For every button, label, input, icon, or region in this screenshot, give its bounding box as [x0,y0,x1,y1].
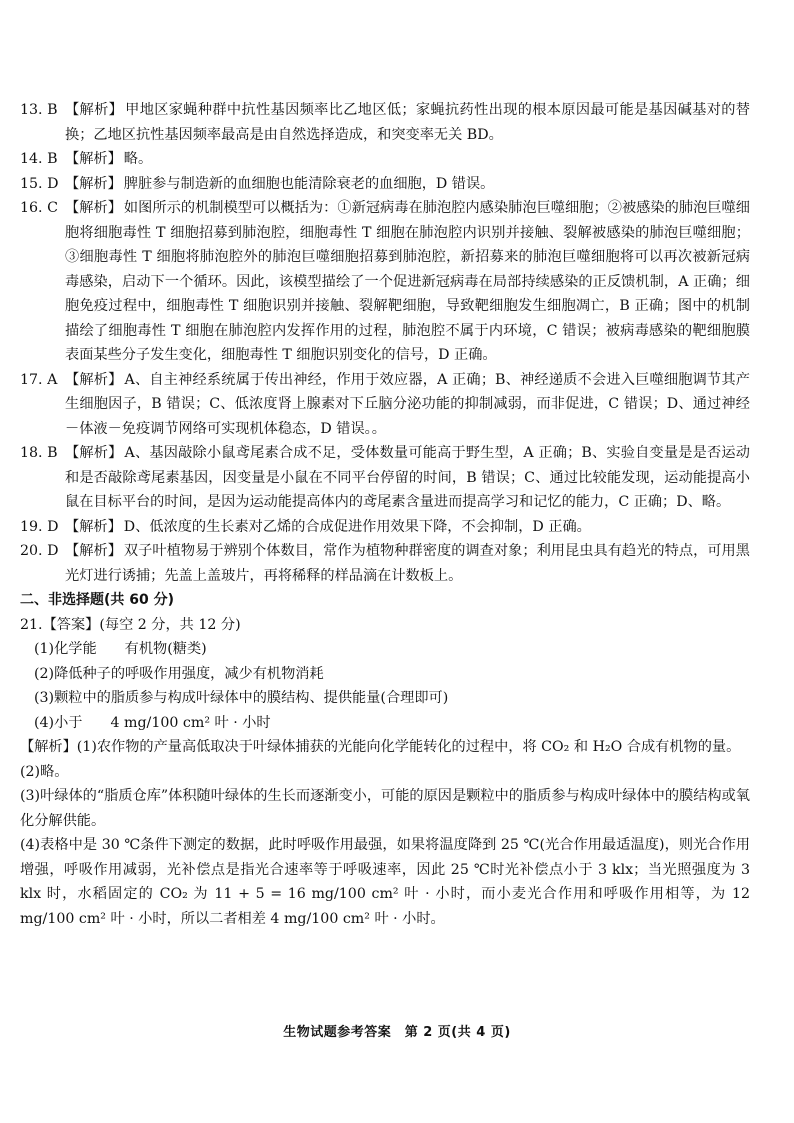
question-14 [20,147,750,172]
question-text: 甲地区家蝇种群中抗性基因频率比乙地区低；家蝇抗药性出现的根本原因最可能是基因碱基对的替换；乙地区抗性基因频率最高是由自然选择造成，和突变率无关 BD。 [65,102,750,143]
question-number: 16. C [20,200,58,216]
question-17 [20,368,750,442]
question-text: 脾脏参与制造新的血细胞也能清除衰老的血细胞，D 错误。 [123,175,495,192]
question-text: D、低浓度的生长素对乙烯的合成促进作用效果下降，不会抑制，D 正确。 [123,518,591,535]
question-20 [20,539,750,588]
analysis-3: (3)叶绿体的“脂质仓库”体积随叶绿体的生长而逐渐变小，可能的原因是颗粒中的脂质参与构成叶绿体中的膜结构或氧化分解供能。 [20,788,750,829]
question-18 [20,441,750,515]
question-text: 如图所示的机制模型可以概括为：①新冠病毒在肺泡腔内感染肺泡巨噬细胞；②被感染的肺泡巨噬细胞将细胞毒性 T 细胞招募到肺泡腔，细胞毒性 T 细胞在肺泡腔内识别并接触、裂解被感染的肺泡巨噬细胞；③细胞毒性 T 细胞将肺泡腔外的肺泡巨噬细胞招募到肺泡腔，新招募来的肺泡巨噬细胞将可以再次被新冠病毒感染，启动下一个循环。因此，该模型描绘了一个促进新冠病毒在局部持续感染的正反馈机制，A 正确；细胞免疫过程中，细胞毒性 T 细胞识别并接触、裂解靶细胞，导致靶细胞发生细胞凋亡，B 正确；图中的机制描绘了细胞毒性 T 细胞在肺泡腔内发挥作用的过程，肺泡腔不属于内环境，C 错误；被病毒感染的靶细胞膜表面某些分子发生变化，细胞毒性 T 细胞识别变化的信号，D 正确。 [65,200,750,363]
question-21 [20,613,750,932]
analysis-tag: 【解析】 [65,175,122,192]
answer-1 [20,637,750,662]
question-13 [20,98,750,147]
answer-tag: 【答案】 [42,616,100,633]
question-16 [20,196,750,368]
answer-1-value: 有机物(糖类) [124,641,207,657]
answer-4 [20,711,750,736]
answer-1-label: (1)化学能 [34,641,97,657]
answer-2: (2)降低种子的呼吸作用强度，减少有机物消耗 [34,665,324,682]
question-text: 双子叶植物易于辨别个体数目，常作为植物种群密度的调查对象；利用昆虫具有趋光的特点，可用黑光灯进行诱捕；先盖上盖玻片，再将稀释的样品滴在计数板上。 [65,543,750,584]
analysis-tag: 【解析】 [65,102,124,118]
analysis-tag: 【解析】 [20,739,77,755]
analysis-1-text: (1)农作物的产量高低取决于叶绿体捕获的光能向化学能转化的过程中，将 CO₂ 和 H₂O 合成有机物的量。 [76,739,741,755]
analysis-2: (2)略。 [20,763,69,780]
analysis-4: (4)表格中是 30 ℃条件下测定的数据，此时呼吸作用最强，如果将温度降到 25 ℃(光合作用最适温度)，则光合作用增强，呼吸作用减弱，光补偿点是指光合速率等于呼吸速率，因此 25 ℃时光补偿点小于 3 klx；当光照强度为 3 klx 时，水稻固定的 CO₂ 为 11 + 5 = 16 mg/100 cm² 叶 · 小时，而小麦光合作用和呼吸作用相等，为 12 mg/100 cm² 叶 · 小时，所以二者相差 4 mg/100 cm² 叶 · 小时。 [20,837,750,927]
answer-4-value: 4 mg/100 cm² 叶 · 小时 [110,714,271,731]
question-text: A、自主神经系统属于传出神经，作用于效应器，A 正确；B、神经递质不会进入巨噬细胞调节其产生细胞因子，B 错误；C、低浓度肾上腺素对下丘脑分泌功能的抑制减弱，而非促进，C 错误；D、通过神经－体液－免疫调节网络可实现机体稳态，D 错误。。 [65,371,750,437]
analysis-tag: 【解析】 [65,445,123,461]
analysis-tag: 【解析】 [65,518,122,535]
question-number: 18. B [20,445,58,461]
question-number: 14. B [20,151,58,167]
question-number: 20. D [20,543,59,559]
answer-3: (3)颗粒中的脂质参与构成叶绿体中的膜结构、提供能量(合理即可) [34,690,449,706]
analysis-1 [20,735,750,760]
question-number: 13. B [20,102,58,118]
answer-4-label: (4)小于 [34,714,83,731]
question-number: 21. [20,616,43,633]
page-footer: 生物试题参考答案 第 2 页(共 4 页) [283,1025,511,1040]
question-15 [20,172,750,197]
score-note: (每空 2 分，共 12 分) [99,616,241,633]
analysis-tag: 【解析】 [65,371,123,388]
question-19 [20,515,750,540]
question-number: 19. D [20,518,59,535]
answer-page [20,98,750,931]
question-text: A、基因敲除小鼠鸢尾素合成不足，受体数量可能高于野生型，A 正确；B、实验自变量是是否运动和是否敲除鸢尾素基因，因变量是小鼠在不同平台停留的时间，B 错误；C、通过比较能发现，运动能提高小鼠在目标平台的时间，是因为运动能提高体内的鸢尾素含量进而提高学习和记忆的能力，C 正确；D、略。 [65,445,750,510]
question-number: 15. D [20,175,59,192]
answer-header [20,613,750,638]
analysis-tag: 【解析】 [65,151,122,167]
section-title: 二、非选择题(共 60 分) [20,592,175,608]
question-number: 17. A [20,371,58,388]
analysis-tag: 【解析】 [65,200,122,216]
question-text: 略。 [123,151,153,167]
analysis-tag: 【解析】 [65,543,122,559]
